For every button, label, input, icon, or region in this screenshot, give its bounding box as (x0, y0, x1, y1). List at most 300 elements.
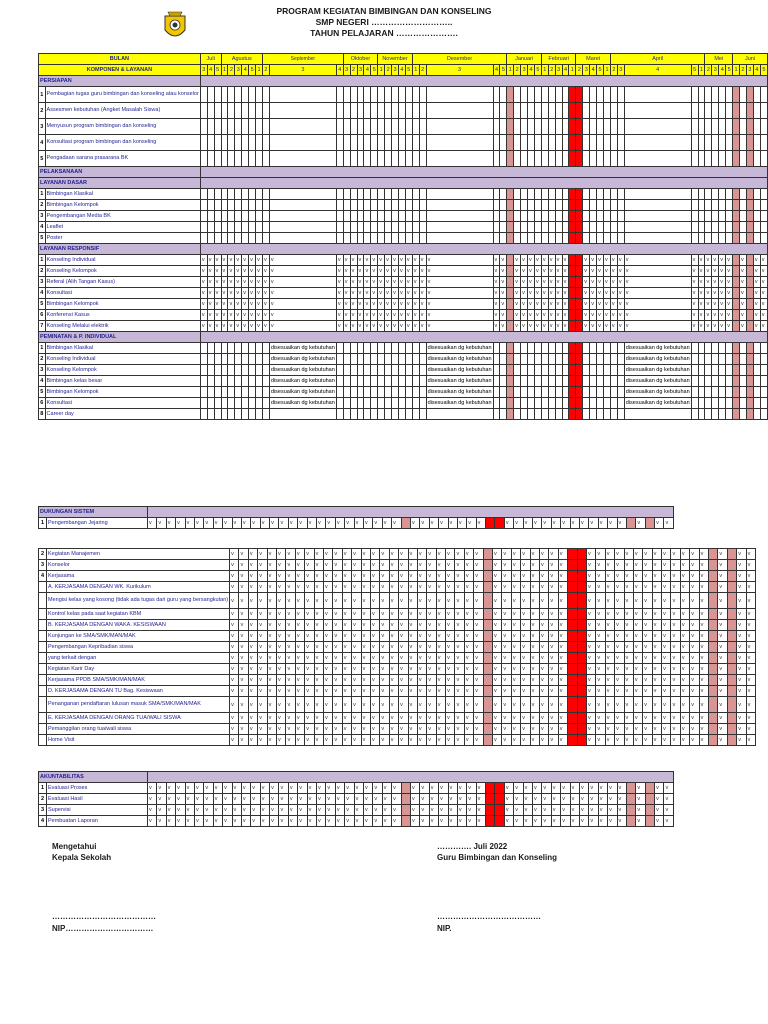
week-cell (221, 222, 228, 233)
week-cell (221, 398, 228, 409)
week-cell: v (521, 620, 530, 631)
week-cell: disesuaikan dg kebutuhan (269, 365, 336, 376)
week-cell: v (680, 713, 689, 724)
week-cell: v (166, 816, 175, 827)
week-cell: v (561, 794, 570, 805)
week-cell: v (269, 310, 336, 321)
week-cell: v (232, 794, 241, 805)
week-cell: v (548, 299, 555, 310)
week-cell: v (417, 713, 426, 724)
week-cell: v (427, 735, 436, 746)
table-row (39, 387, 768, 398)
week-cell: v (521, 631, 530, 642)
week-cell (733, 354, 740, 365)
week-cell (576, 409, 583, 420)
week-cell (577, 631, 586, 642)
week-cell: v (718, 664, 727, 675)
section-fill (200, 244, 767, 255)
week-cell (562, 135, 569, 151)
week-cell: v (380, 560, 389, 571)
week-cell: v (157, 518, 166, 529)
week-cell (514, 103, 521, 119)
week-cell: v (680, 571, 689, 582)
week-cell (486, 816, 495, 827)
week-cell: v (363, 783, 372, 794)
week-cell (740, 211, 747, 222)
week-cell: v (333, 735, 342, 746)
week-cell (405, 365, 412, 376)
week-cell: v (746, 609, 755, 620)
week-cell: v (690, 686, 699, 697)
week-cell: v (615, 582, 624, 593)
week-cell: v (579, 783, 588, 794)
week-cell: v (392, 816, 401, 827)
week-cell: v (361, 571, 370, 582)
week-cell: v (324, 713, 333, 724)
week-cell (256, 119, 263, 135)
week-cell (249, 387, 256, 398)
week-cell: v (241, 805, 250, 816)
week-cell (569, 233, 576, 244)
week-cell: v (746, 675, 755, 686)
week-cell (610, 87, 617, 103)
week-cell (740, 103, 747, 119)
week-cell (568, 724, 577, 735)
week-cell: v (385, 299, 392, 310)
week-cell (228, 87, 235, 103)
week-cell: disesuaikan dg kebutuhan (624, 398, 691, 409)
week-cell: v (521, 321, 528, 332)
week-cell (576, 376, 583, 387)
week-cell: v (643, 593, 652, 609)
month-agustus: Agustus (221, 54, 262, 65)
week-cell: v (277, 571, 286, 582)
week-cell (486, 805, 495, 816)
week-cell: v (427, 686, 436, 697)
week-cell: v (399, 593, 408, 609)
table-row (39, 816, 674, 827)
week-cell (207, 119, 214, 135)
week-cell (392, 189, 399, 200)
week-cell (746, 310, 753, 321)
week-cell: v (608, 816, 617, 827)
week-cell (228, 135, 235, 151)
week-cell: v (417, 697, 426, 713)
row-label: Career day (45, 409, 200, 420)
week-cell: v (371, 255, 378, 266)
bulan-label: BULAN (39, 54, 201, 65)
week-cell: v (295, 642, 304, 653)
week-cell: v (539, 609, 548, 620)
week-cell (691, 87, 698, 103)
week-cell (343, 387, 350, 398)
week-cell (385, 343, 392, 354)
week-cell (576, 398, 583, 409)
week-cell (753, 343, 760, 354)
week-number: 5 (500, 65, 507, 76)
week-cell: v (541, 321, 548, 332)
week-cell (705, 409, 712, 420)
week-cell: v (235, 266, 242, 277)
week-cell (412, 343, 419, 354)
week-cell (610, 409, 617, 420)
week-cell: v (239, 686, 248, 697)
week-cell: v (262, 266, 269, 277)
week-cell: v (221, 277, 228, 288)
week-cell: v (652, 735, 661, 746)
week-cell (207, 354, 214, 365)
week-cell: v (680, 664, 689, 675)
week-cell: v (662, 713, 671, 724)
week-cell: v (502, 664, 511, 675)
week-cell: v (504, 794, 513, 805)
program-title: PROGRAM KEGIATAN BIMBINGAN DAN KONSELING (276, 6, 492, 16)
week-cell: v (753, 321, 760, 332)
week-number: 5 (405, 65, 412, 76)
week-cell (235, 376, 242, 387)
week-cell: v (417, 631, 426, 642)
week-cell (521, 233, 528, 244)
week-cell: v (698, 277, 705, 288)
week-cell: v (176, 794, 185, 805)
week-cell: v (474, 735, 483, 746)
week-cell: v (350, 266, 357, 277)
week-cell (691, 409, 698, 420)
week-cell: v (380, 549, 389, 560)
week-cell: v (371, 288, 378, 299)
week-cell (577, 724, 586, 735)
week-cell: v (691, 255, 698, 266)
week-cell: v (624, 620, 633, 631)
week-cell (412, 87, 419, 103)
week-number: 2 (385, 65, 392, 76)
week-cell: v (378, 277, 385, 288)
week-number: 3 (426, 65, 493, 76)
week-cell (392, 387, 399, 398)
week-cell (235, 343, 242, 354)
week-cell: v (521, 653, 530, 664)
week-cell (507, 310, 514, 321)
week-cell: v (542, 805, 551, 816)
week-cell: v (455, 560, 464, 571)
section-fill (200, 76, 767, 87)
week-cell: v (579, 794, 588, 805)
week-cell (483, 713, 492, 724)
week-cell: v (314, 642, 323, 653)
week-cell: v (262, 321, 269, 332)
week-cell (610, 365, 617, 376)
week-cell: v (333, 571, 342, 582)
week-cell: v (504, 518, 513, 529)
row-number: 6 (39, 398, 46, 409)
week-cell (604, 365, 611, 376)
week-cell: v (248, 609, 257, 620)
week-cell: v (598, 783, 607, 794)
month-april: April (610, 54, 705, 65)
week-cell (610, 189, 617, 200)
week-cell (568, 675, 577, 686)
row-number: 6 (39, 310, 46, 321)
week-cell: v (624, 277, 691, 288)
week-cell (541, 387, 548, 398)
week-cell (576, 354, 583, 365)
week-cell (207, 343, 214, 354)
week-cell (726, 222, 733, 233)
row-number: 1 (39, 255, 46, 266)
week-cell: v (260, 794, 269, 805)
week-cell (698, 387, 705, 398)
week-cell (727, 686, 736, 697)
week-cell: v (530, 571, 539, 582)
week-cell (753, 211, 760, 222)
week-cell (221, 365, 228, 376)
week-cell: v (583, 299, 590, 310)
week-cell: v (305, 571, 314, 582)
week-cell: v (248, 724, 257, 735)
week-cell: v (633, 642, 642, 653)
week-cell: v (514, 266, 521, 277)
week-cell (221, 189, 228, 200)
week-cell: v (511, 582, 520, 593)
week-cell: v (352, 713, 361, 724)
week-cell: disesuaikan dg kebutuhan (624, 343, 691, 354)
week-cell: v (277, 724, 286, 735)
week-cell: v (221, 299, 228, 310)
week-cell: v (691, 288, 698, 299)
week-cell: v (598, 816, 607, 827)
week-cell (336, 233, 343, 244)
week-cell: v (690, 582, 699, 593)
week-cell (576, 87, 583, 103)
table-row (39, 783, 674, 794)
week-cell (740, 151, 747, 167)
week-cell: v (342, 713, 351, 724)
week-cell: v (643, 713, 652, 724)
week-cell (378, 200, 385, 211)
week-cell (495, 805, 504, 816)
week-cell: v (204, 518, 213, 529)
week-cell: v (213, 518, 222, 529)
week-cell (385, 222, 392, 233)
week-cell: v (690, 675, 699, 686)
week-cell: v (528, 255, 535, 266)
month-januari: Januari (507, 54, 542, 65)
week-cell: v (342, 653, 351, 664)
week-cell: v (514, 321, 521, 332)
week-cell: v (539, 664, 548, 675)
week-cell (534, 398, 541, 409)
week-cell: v (633, 631, 642, 642)
week-cell (521, 398, 528, 409)
week-cell: v (746, 571, 755, 582)
week-cell: v (248, 686, 257, 697)
week-cell (698, 343, 705, 354)
week-cell (569, 365, 576, 376)
week-cell (493, 343, 500, 354)
week-cell: v (511, 593, 520, 609)
week-cell (698, 398, 705, 409)
week-cell: v (295, 735, 304, 746)
week-cell (528, 387, 535, 398)
week-cell (507, 288, 514, 299)
week-cell (262, 200, 269, 211)
week-cell (514, 409, 521, 420)
row-number: 3 (39, 805, 47, 816)
week-cell: v (314, 653, 323, 664)
week-cell (269, 119, 336, 135)
week-cell: v (464, 724, 473, 735)
week-cell (242, 398, 249, 409)
week-cell: v (549, 549, 558, 560)
week-cell (385, 354, 392, 365)
week-cell: v (617, 518, 626, 529)
week-cell: v (412, 266, 419, 277)
week-cell (350, 211, 357, 222)
week-cell: v (385, 288, 392, 299)
week-cell (590, 200, 597, 211)
week-cell (626, 783, 635, 794)
week-cell: v (562, 310, 569, 321)
week-cell: v (241, 794, 250, 805)
week-cell (733, 343, 740, 354)
week-cell: v (361, 664, 370, 675)
week-cell (398, 87, 405, 103)
week-cell: v (746, 686, 755, 697)
week-cell (562, 398, 569, 409)
week-cell: v (690, 735, 699, 746)
week-cell: v (699, 571, 708, 582)
week-cell: v (636, 783, 645, 794)
week-cell: v (604, 299, 611, 310)
week-cell: v (604, 277, 611, 288)
week-cell: v (378, 299, 385, 310)
week-cell: v (235, 321, 242, 332)
week-cell: v (420, 816, 429, 827)
week-cell (568, 686, 577, 697)
week-number: 4 (242, 65, 249, 76)
week-cell (698, 119, 705, 135)
week-cell: v (726, 266, 733, 277)
week-cell (534, 211, 541, 222)
week-cell: v (521, 642, 530, 653)
week-cell (712, 200, 719, 211)
week-cell: v (596, 620, 605, 631)
week-cell: v (562, 277, 569, 288)
week-cell (727, 735, 736, 746)
week-cell: v (417, 620, 426, 631)
week-cell (617, 189, 624, 200)
week-cell: v (258, 735, 267, 746)
week-cell: v (542, 518, 551, 529)
week-cell (698, 103, 705, 119)
table-row (39, 675, 756, 686)
week-cell: v (270, 783, 279, 794)
week-cell: v (558, 571, 567, 582)
week-cell: v (446, 582, 455, 593)
week-cell (493, 233, 500, 244)
week-cell (221, 211, 228, 222)
week-cell (371, 376, 378, 387)
week-cell (493, 409, 500, 420)
week-cell (221, 354, 228, 365)
week-cell: v (570, 816, 579, 827)
week-cell: v (523, 794, 532, 805)
week-cell: v (279, 783, 288, 794)
week-cell: v (382, 794, 391, 805)
week-cell: v (549, 697, 558, 713)
week-cell: v (624, 593, 633, 609)
week-cell: v (230, 631, 239, 642)
week-cell (235, 151, 242, 167)
week-cell (705, 354, 712, 365)
row-number: 5 (39, 387, 46, 398)
week-cell: v (511, 653, 520, 664)
row-label: Bimbingan Kelompok (45, 200, 200, 211)
row-number: 3 (39, 560, 47, 571)
row-number: 3 (39, 365, 46, 376)
week-cell (385, 200, 392, 211)
week-cell: disesuaikan dg kebutuhan (624, 376, 691, 387)
week-cell (719, 200, 726, 211)
week-cell: v (698, 288, 705, 299)
week-cell: v (333, 713, 342, 724)
week-cell (528, 233, 535, 244)
week-cell: v (277, 686, 286, 697)
week-cell: v (558, 724, 567, 735)
week-cell (371, 103, 378, 119)
week-cell (364, 354, 371, 365)
week-cell (398, 354, 405, 365)
week-cell: v (698, 310, 705, 321)
week-cell (493, 103, 500, 119)
week-cell (242, 87, 249, 103)
week-cell: v (157, 816, 166, 827)
week-cell (562, 354, 569, 365)
week-cell: v (242, 288, 249, 299)
week-cell (483, 609, 492, 620)
week-number: 4 (624, 65, 691, 76)
week-cell: v (511, 686, 520, 697)
week-cell: v (464, 620, 473, 631)
week-cell: v (662, 724, 671, 735)
week-cell (256, 376, 263, 387)
week-cell (228, 354, 235, 365)
week-cell: v (335, 816, 344, 827)
week-cell: v (277, 713, 286, 724)
week-cell: v (680, 697, 689, 713)
week-cell (534, 135, 541, 151)
week-number: 3 (235, 65, 242, 76)
week-cell (604, 189, 611, 200)
week-cell: v (213, 794, 222, 805)
week-cell (746, 103, 753, 119)
week-cell: v (251, 794, 260, 805)
week-cell: v (615, 713, 624, 724)
week-cell (235, 87, 242, 103)
week-cell (343, 200, 350, 211)
week-cell: v (549, 735, 558, 746)
week-cell (604, 409, 611, 420)
week-cell: v (617, 288, 624, 299)
week-cell: v (207, 266, 214, 277)
week-cell (200, 103, 207, 119)
week-cell: v (493, 582, 502, 593)
week-cell: v (596, 686, 605, 697)
week-cell (207, 233, 214, 244)
week-cell (364, 365, 371, 376)
week-cell (555, 409, 562, 420)
week-cell (705, 365, 712, 376)
